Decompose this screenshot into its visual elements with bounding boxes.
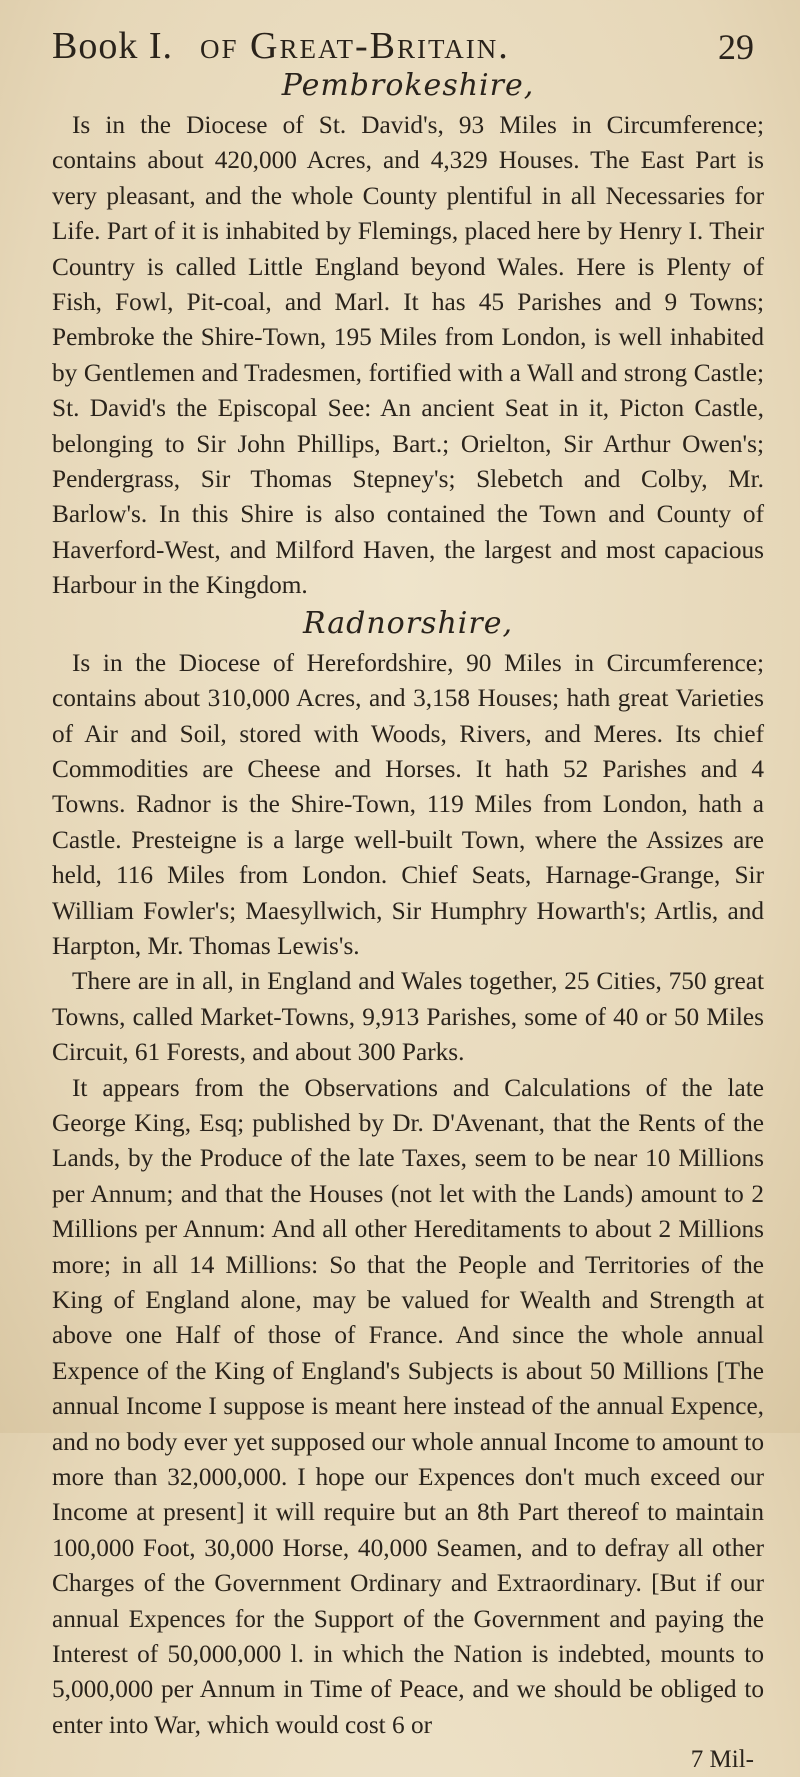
- radnorshire-paragraph: Is in the Diocese of Herefordshire, 90 Miles in Circumference; contains about 310,000 Acres, and 3,158 Houses; hath great Varieties of Air and Soil, stored with Woods, Rivers, and Meres. Its chief Commodities are Cheese and Horses. It hath 52 Parishes and 4 Towns. Radnor is the Shire-Town, 119 Miles from London, hath a Castle. Presteigne is a large well-built Town, where the Assizes are held, 116 Miles from London. Chief Seats, Harnage-Grange, Sir William Fowler's; Maesyllwich, Sir Humphry Howarth's; Artlis, and Harpton, Mr. Thomas Lewis's.: [52, 648, 764, 960]
- page-number: 29: [718, 27, 754, 67]
- book-page: [52, 14, 764, 1777]
- running-title: of Great-Britain.: [200, 25, 510, 67]
- county-heading-pembrokeshire: Pembrokeshire,: [281, 68, 535, 103]
- book-label: Book I.: [52, 25, 173, 67]
- pembrokeshire-paragraph: Is in the Diocese of St. David's, 93 Miles in Circumference; contains about 420,000 Acres, and 4,329 Houses. The East Part is very pleasant, and the whole County plentiful in all Necessaries for Life. Part of it is inhabited by Flemings, placed here by Henry I. Their Country is called Little England beyond Wales. Here is Plenty of Fish, Fowl, Pit-coal, and Marl. It has 45 Parishes and 9 Towns; Pembroke the Shire-Town, 195 Miles from London, is well inhabited by Gentlemen and Tradesmen, fortified with a Wall and strong Castle; St. David's the Episcopal See: An ancient Seat in it, Picton Castle, belonging to Sir John Phillips, Bart.; Orielton, Sir Arthur Owen's; Pendergrass, Sir Thomas Stepney's; Slebetch and Colby, Mr. Barlow's. In this Shire is also contained the Town and County of Haverford-West, and Milford Haven, the largest and most capacious Harbour in the Kingdom.: [52, 111, 764, 600]
- cities-summary-paragraph: There are in all, in England and Wales together, 25 Cities, 750 great Towns, called Market-Towns, 9,913 Parishes, some of 40 or 50 Miles Circuit, 61 Forests, and about 300 Parks.: [52, 967, 764, 1067]
- running-header: [52, 14, 764, 66]
- catchword: 7 Mil-: [690, 1746, 754, 1774]
- county-heading-radnorshire: Radnorshire,: [302, 605, 514, 641]
- rents-observations-paragraph: It appears from the Observations and Calculations of the late George King, Esq; published by Dr. D'Avenant, that the Rents of the Lands, by the Produce of the late Taxes, seem to be near 10 Millions per Annum; and that the Houses (not let with the Lands) amount to 2 Millions per Annum: And all other Hereditaments to about 2 Millions more; in all 14 Millions: So that the People and Territories of the King of England alone, may be valued for Wealth and Strength at above one Half of those of France. And since the whole annual Expence of the King of England's Subjects is about 50 Millions [The annual Income I suppose is meant here instead of the annual Expence, and no body ever yet supposed our whole annual Income to amount to more than 32,000,000. I hope our Expences don't much exceed our Income at present] it will require but an 8th Part thereof to maintain 100,000 Foot, 30,000 Horse, 40,000 Seamen, and to defray all other Charges of the Government Ordinary and Extraordinary. [But if our annual Expences for the Support of the Government and paying the Interest of 50,000,000 l. in which the Nation is indebted, mounts to 5,000,000 per Annum in Time of Peace, and we should be obliged to enter into War, which would cost 6 or: [52, 1073, 764, 1739]
